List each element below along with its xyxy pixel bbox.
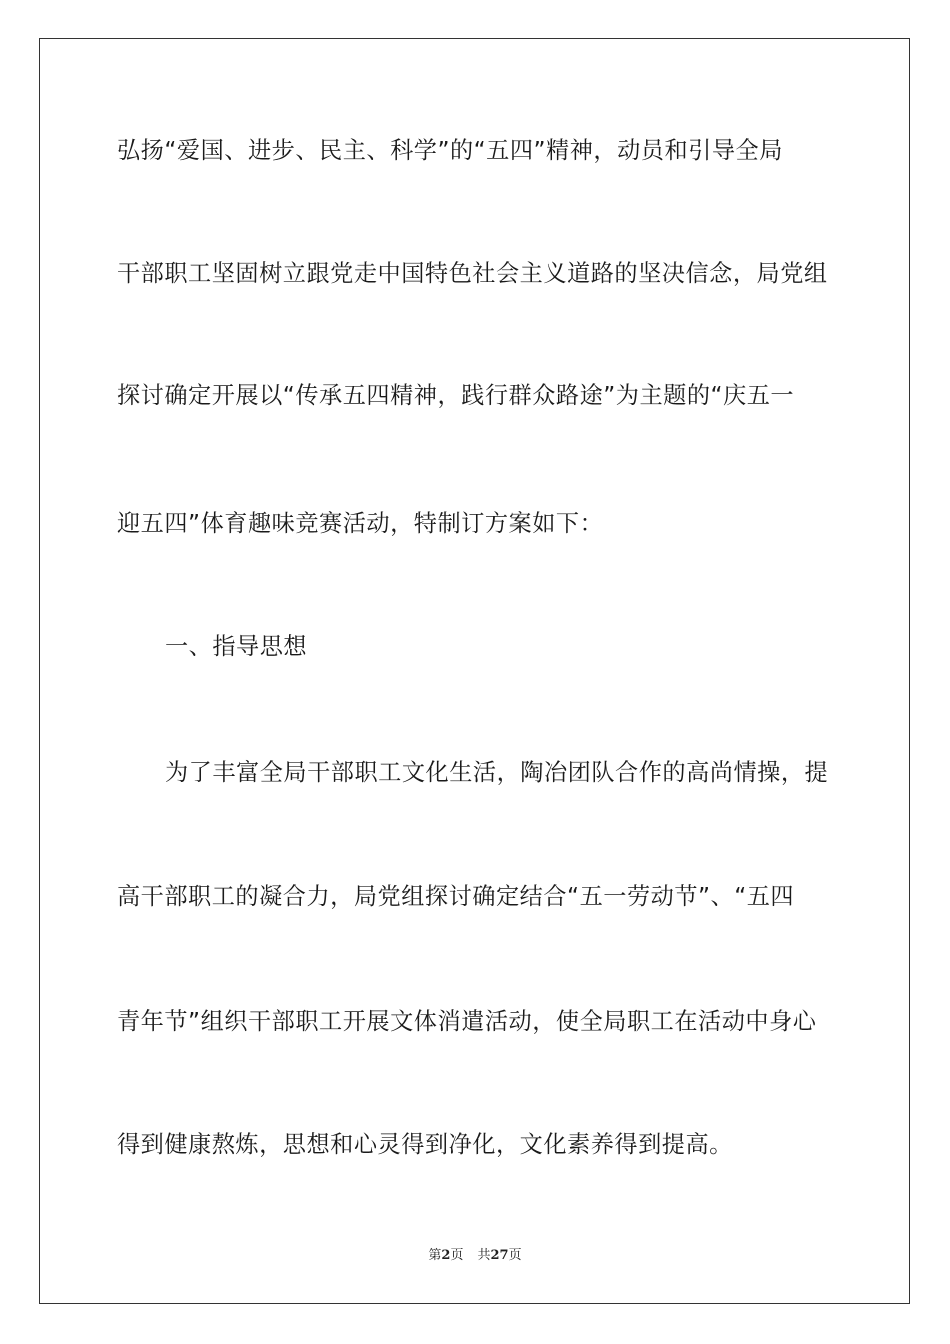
paragraph-line-2: 干部职工坚固树立跟党走中国特色社会主义道路的坚决信念，局党组	[117, 260, 828, 287]
total-pages: 27	[490, 1248, 509, 1263]
paragraph-line-4: 迎五四”体育趣味竞赛活动，特制订方案如下：	[117, 510, 604, 537]
paragraph-line-5: 为了丰富全局干部职工文化生活，陶冶团队合作的高尚情操，提	[165, 759, 829, 786]
paragraph-line-7: 青年节”组织干部职工开展文体消遣活动，使全局职工在活动中身心	[117, 1008, 817, 1035]
section-heading: 一、指导思想	[165, 633, 308, 660]
total-prefix: 共	[477, 1248, 491, 1263]
total-suffix: 页	[508, 1248, 522, 1263]
page-number: 2	[441, 1248, 451, 1263]
paragraph-line-1: 弘扬“爱国、进步、民主、科学”的“五四”精神，动员和引导全局	[117, 137, 783, 164]
page-prefix: 第	[428, 1248, 442, 1263]
paragraph-line-3: 探讨确定开展以“传承五四精神，践行群众路途”为主题的“庆五一	[117, 382, 795, 409]
paragraph-line-6: 高干部职工的凝合力，局党组探讨确定结合“五一劳动节”、“五四	[117, 883, 795, 910]
page-footer	[0, 1247, 950, 1265]
page-suffix: 页	[450, 1248, 464, 1263]
page-border	[39, 38, 910, 1304]
paragraph-line-8: 得到健康熬炼，思想和心灵得到净化，文化素养得到提高。	[117, 1131, 733, 1158]
